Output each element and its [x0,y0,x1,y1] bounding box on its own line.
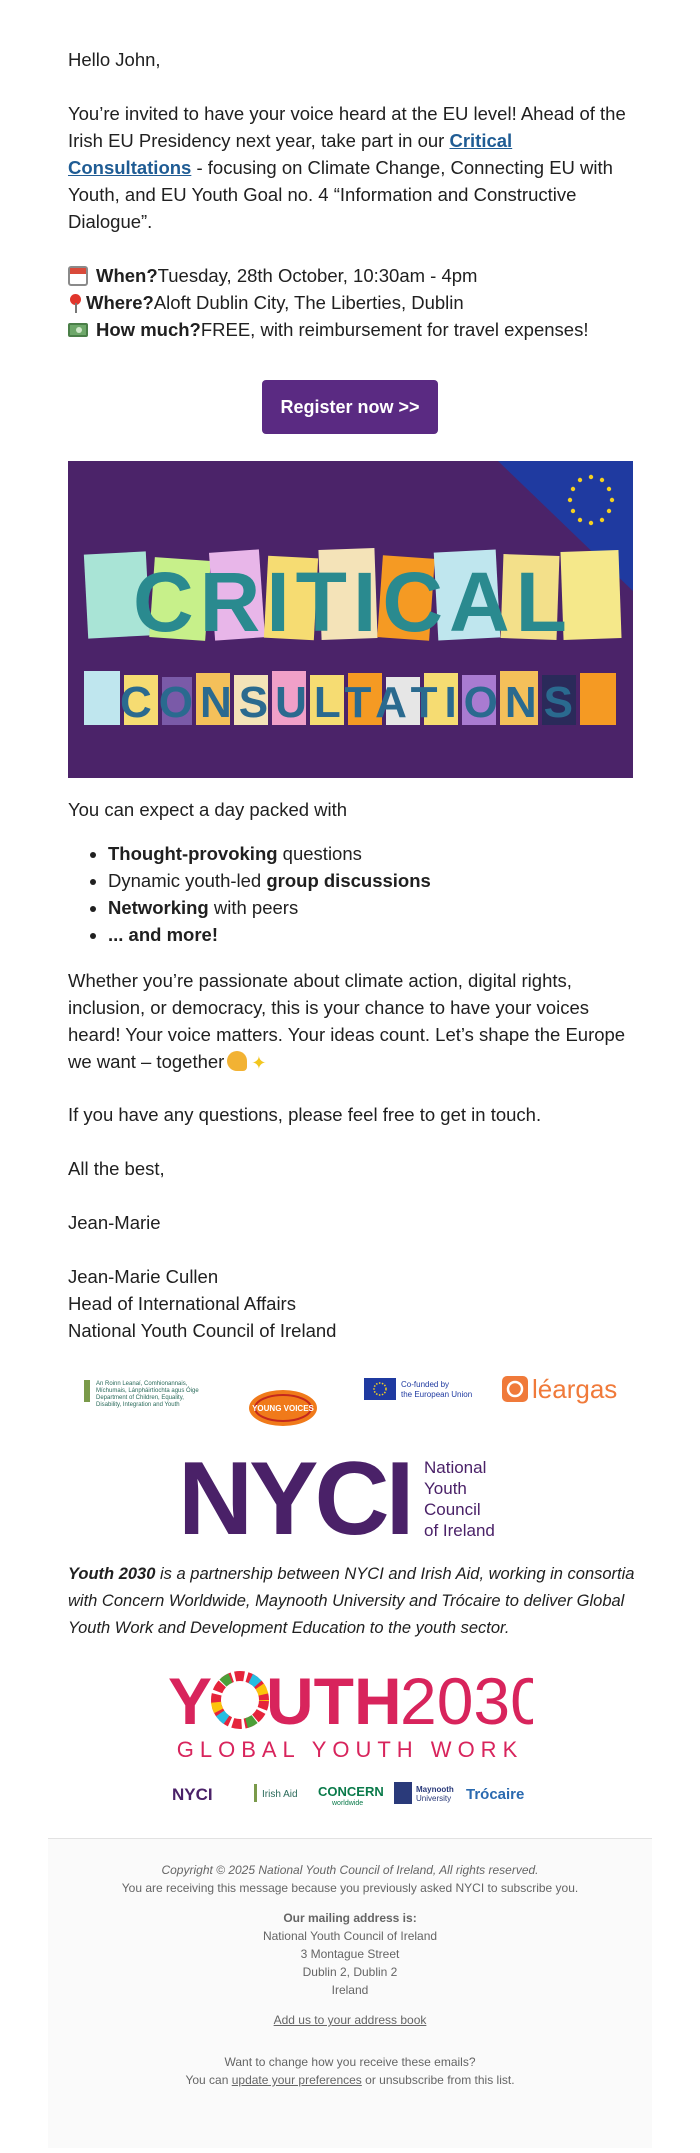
intro-text-before: You’re invited to have your voice heard at the EU level! Ahead of the Irish EU Presidency next year, take part in our [68,103,626,151]
eu-cofunded-text-1: Co-funded by [401,1380,450,1389]
list-item [108,840,431,867]
nyci-mark: NYCI [178,1450,411,1542]
address-line: Dublin 2, Dublin 2 [302,1965,398,1979]
irish-aid-logo[interactable]: Irish Aid [262,1789,298,1800]
address-line: Ireland [331,1983,369,1997]
nyci-logo[interactable] [178,1450,523,1542]
trocaire-logo[interactable]: Trócaire [466,1786,525,1803]
intro-paragraph [68,100,633,235]
partner-logos [68,1370,633,1430]
small-nyci-logo[interactable]: NYCI [172,1785,213,1804]
irish-aid-harp-icon [254,1784,257,1802]
signature-block [68,1263,336,1344]
you-can-text: You can [185,2073,232,2087]
mailing-label [48,1909,652,1927]
youth2030-logo[interactable] [168,1662,533,1762]
flexed-arm-icon [227,1051,247,1071]
footer [48,1838,652,2148]
youth2030-y: Y [168,1664,213,1738]
critical-consultations-link[interactable]: Critical Consultations [68,130,513,178]
event-details [68,262,648,343]
when-label: When? [96,265,158,286]
youth2030-paragraph [68,1561,638,1642]
dept-text-2: Míchumais, Lánpháirtíochta agus Óige [96,1388,199,1394]
youth2030-text: is a partnership between NYCI and Irish Aid, working in consortia with Concern Worldwide, Maynooth University and Trócaire to deliver Global Youth Work and Development Education to the youth sector. [68,1565,635,1637]
list-item [108,921,431,948]
calendar-icon [68,266,88,286]
sparkles-icon: ✦ [251,1053,267,1073]
banner-graphic [68,461,633,778]
nyci-line2: Youth [424,1479,467,1498]
where-label: Where? [86,292,154,313]
signature-org: National Youth Council of Ireland [68,1320,337,1341]
bullet-bold: Networking [108,897,209,918]
where-value: Aloft Dublin City, The Liberties, Dublin [153,292,464,313]
maynooth-logo[interactable]: Maynooth [416,1785,454,1794]
youth2030-uth: UTH [266,1664,402,1738]
young-voices-logo[interactable] [249,1390,317,1426]
consortium-logos [172,1778,532,1808]
youth2030-logo-graphic [168,1662,533,1762]
maynooth-crest-icon [394,1782,412,1804]
department-logo[interactable] [84,1380,199,1408]
where-row [68,289,648,316]
preferences-line [48,2071,652,2089]
sign-off: All the best, [68,1158,165,1179]
address-line: National Youth Council of Ireland [262,1929,438,1943]
signature-title: Head of International Affairs [68,1293,296,1314]
nyci-line4: of Ireland [424,1521,495,1540]
critical-consultations-banner[interactable] [68,461,633,778]
bullet-text: Dynamic youth-led [108,870,267,891]
unsubscribe-text: or unsubscribe from this list. [361,2073,515,2087]
nyci-logo-graphic [178,1450,523,1542]
eu-cofunded-logo[interactable] [364,1378,472,1400]
concern-sub: worldwide [332,1800,364,1807]
dept-text-4: Disability, Integration and Youth [96,1402,180,1408]
partner-logos-row [68,1370,633,1420]
register-button[interactable]: Register now >> [262,380,438,434]
leargas-text: léargas [532,1374,618,1404]
signer-first-name: Jean-Marie [68,1212,161,1233]
nyci-line1: National [424,1458,487,1477]
bullet-text: with peers [208,897,299,918]
bullet-bold: ... and more! [108,924,218,945]
consortium-logos-row [172,1778,532,1808]
cost-value: FREE, with reimbursement for travel expenses! [200,319,589,340]
expect-intro: You can expect a day packed with [68,799,348,820]
dept-text-3: Department of Children, Equality, [96,1395,184,1401]
list-item [108,867,431,894]
passion-paragraph [68,967,638,1077]
intro-text-after: - focusing on Climate Change, Connecting EU with Youth, and EU Youth Goal no. 4 “Information and Constructive Dialogue”. [68,157,613,232]
bullet-bold: Thought-provoking [108,843,278,864]
nyci-line3: Council [424,1500,481,1519]
youth2030-2030: 2030 [400,1664,533,1738]
banner-title-line1: CRITICAL [133,555,573,649]
banner-title-line2: CONSULTATIONS [119,678,581,727]
update-preferences-link[interactable]: update your preferences [231,2073,362,2087]
footer-reason: You are receiving this message because you previously asked NYCI to subscribe you. [121,1881,579,1895]
eu-cofunded-text-2: the European Union [401,1390,473,1399]
footer-copyright [48,1861,652,1879]
bullet-bold: group discussions [266,870,431,891]
pin-icon [68,293,82,313]
concern-logo[interactable]: CONCERN [318,1784,384,1799]
money-icon [68,323,88,337]
address-line: 3 Montague Street [300,1947,400,1961]
copyright-text: Copyright © 2025 National Youth Council of Ireland, All rights reserved. [161,1863,539,1877]
questions-text: If you have any questions, please feel free to get in touch. [68,1104,542,1125]
sdg-wheel-icon [216,1676,264,1724]
bullet-text: questions [277,843,362,864]
list-item [108,894,431,921]
signature-name: Jean-Marie Cullen [68,1266,219,1287]
youth2030-lead: Youth 2030 [68,1565,156,1583]
maynooth-sub: University [416,1794,452,1803]
dept-text-1: An Roinn Leanaí, Comhionannais, [96,1381,188,1387]
cost-label: How much? [96,319,201,340]
add-to-address-book-link[interactable]: Add us to your address book [273,2013,427,2027]
leargas-logo[interactable] [502,1374,617,1404]
youth2030-sub: GLOBAL YOUTH WORK [176,1737,524,1762]
when-row [68,262,648,289]
greeting: Hello John, [68,49,161,70]
passion-text: Whether you’re passionate about climate action, digital rights, inclusion, or democracy, this is your chance to have your voices heard! Your voice matters. Your ideas count. Let’s shape the Europe we want – together [68,970,626,1072]
when-value: Tuesday, 28th October, 10:30am - 4pm [157,265,478,286]
change-question: Want to change how you receive these emails? [224,2055,476,2069]
young-voices-text: YOUNG VOICES [252,1404,314,1413]
cost-row [68,316,648,343]
mailing-label-text: Our mailing address is: [283,1911,417,1925]
expect-list [108,840,431,948]
